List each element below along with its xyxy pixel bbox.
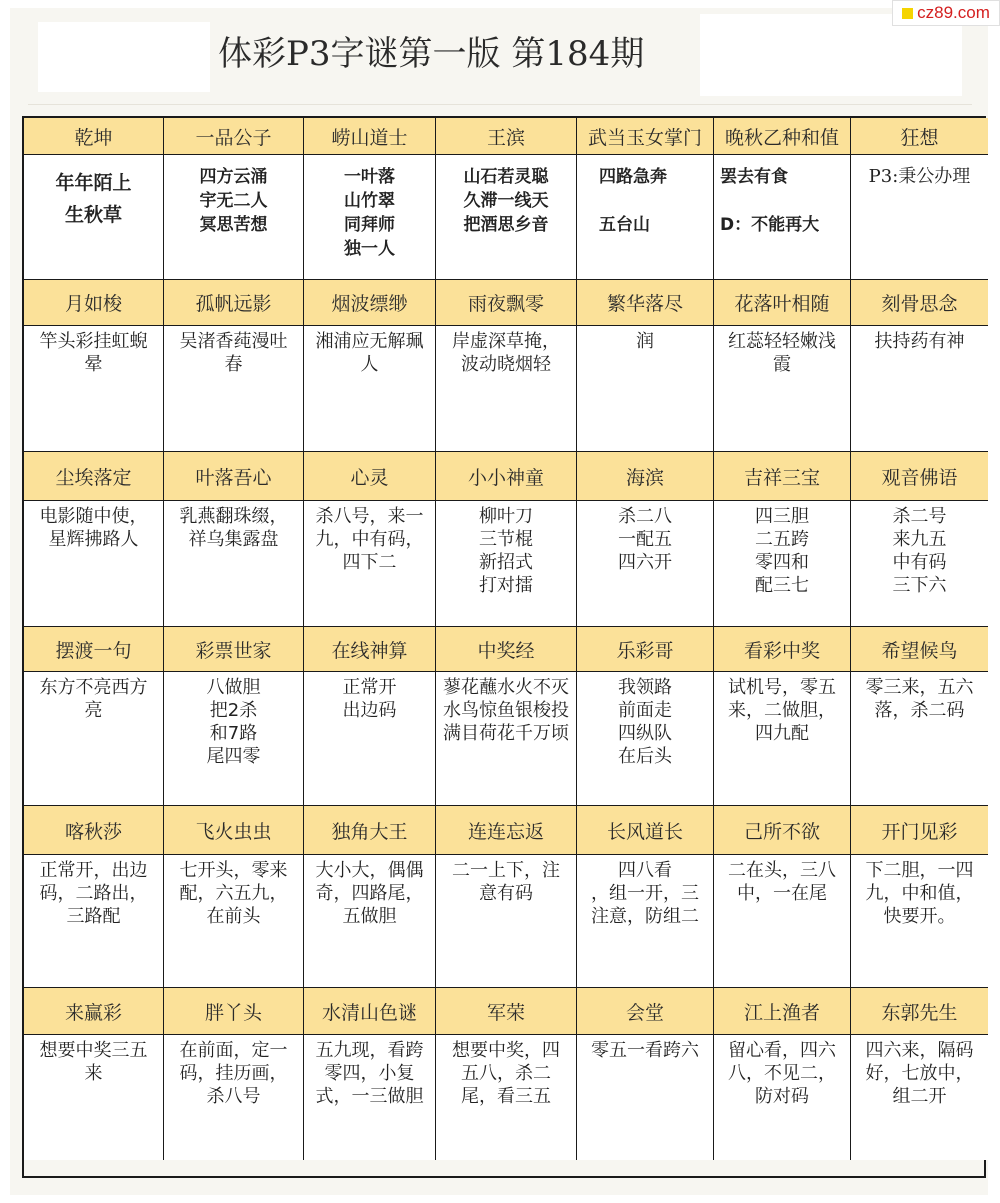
riddle-cell: 柳叶刀 三节棍 新招式 打对擂 <box>436 501 577 627</box>
column-header: 小小神童 <box>436 452 577 501</box>
riddle-cell: 润 <box>577 326 714 452</box>
riddle-cell: 下二胆，一四 九，中和值， 快要开。 <box>851 855 988 988</box>
riddle-cell: 正常开 出边码 <box>304 672 436 806</box>
riddle-cell: 我领路 前面走 四纵队 在后头 <box>577 672 714 806</box>
column-header: 尘埃落定 <box>24 452 164 501</box>
column-header: 彩票世家 <box>164 627 304 672</box>
column-header: 来赢彩 <box>24 988 164 1035</box>
column-header: 海滨 <box>577 452 714 501</box>
column-header: 叶落吾心 <box>164 452 304 501</box>
column-header: 心灵 <box>304 452 436 501</box>
riddle-cell: 吴渚香莼漫吐 春 <box>164 326 304 452</box>
page-title: 体彩P3字谜第一版 第184期 <box>218 34 645 74</box>
header-blank-left <box>38 22 210 92</box>
column-header: 希望候鸟 <box>851 627 988 672</box>
riddle-cell: 试机号，零五 来，二做胆， 四九配 <box>714 672 851 806</box>
column-header: 月如梭 <box>24 280 164 326</box>
column-header: 崂山道士 <box>304 118 436 155</box>
riddle-cell: 正常开，出边 码，二路出， 三路配 <box>24 855 164 988</box>
column-header: 看彩中奖 <box>714 627 851 672</box>
column-header: 己所不欲 <box>714 806 851 855</box>
column-header: 中奖经 <box>436 627 577 672</box>
column-header: 喀秋莎 <box>24 806 164 855</box>
title-divider <box>28 104 972 105</box>
column-header: 军荣 <box>436 988 577 1035</box>
riddle-cell: 五九现，看跨 零四，小复 式，一三做胆 <box>304 1035 436 1160</box>
column-header: 东郭先生 <box>851 988 988 1035</box>
riddle-cell: 岸虚深草掩， 波动晓烟轻 <box>436 326 577 452</box>
column-header: 在线神算 <box>304 627 436 672</box>
column-header: 孤帆远影 <box>164 280 304 326</box>
riddle-cell: 四三胆 二五跨 零四和 配三七 <box>714 501 851 627</box>
column-header: 独角大王 <box>304 806 436 855</box>
riddle-cell: 湘浦应无解珮 人 <box>304 326 436 452</box>
riddle-cell: 杀二八 一配五 四六开 <box>577 501 714 627</box>
riddle-cell: 零三来，五六 落，杀二码 <box>851 672 988 806</box>
riddle-cell: 杀八号，来一 九，中有码， 四下二 <box>304 501 436 627</box>
riddle-cell: 在前面，定一 码，挂历画， 杀八号 <box>164 1035 304 1160</box>
riddle-cell: 四方云涌 宇无二人 冥思苦想 <box>164 155 304 280</box>
column-header: 吉祥三宝 <box>714 452 851 501</box>
riddle-cell: 扶持药有神 <box>851 326 988 452</box>
riddle-cell: 蓼花蘸水火不灭 水鸟惊鱼银梭投 满目荷花千万顷 <box>436 672 577 806</box>
column-header: 花落叶相随 <box>714 280 851 326</box>
riddle-cell: 零五一看跨六 <box>577 1035 714 1160</box>
riddle-cell: P3:秉公办理 <box>851 155 988 280</box>
riddle-cell: 想要中奖三五 来 <box>24 1035 164 1160</box>
column-header: 水清山色谜 <box>304 988 436 1035</box>
column-header: 繁华落尽 <box>577 280 714 326</box>
riddle-cell: 八做胆 把2杀 和7路 尾四零 <box>164 672 304 806</box>
column-header: 乾坤 <box>24 118 164 155</box>
riddle-cell: 四六来，隔码 好，七放中， 组二开 <box>851 1035 988 1160</box>
riddle-cell: 七开头，零来 配，六五九， 在前头 <box>164 855 304 988</box>
riddle-cell: 山石若灵聪 久滞一线天 把酒思乡音 <box>436 155 577 280</box>
riddle-cell: 二一上下，注 意有码 <box>436 855 577 988</box>
column-header: 武当玉女掌门 <box>577 118 714 155</box>
riddle-cell: 电影随中使， 星辉拂路人 <box>24 501 164 627</box>
riddle-cell: 留心看，四六 八，不见二， 防对码 <box>714 1035 851 1160</box>
riddle-cell: 二在头，三八 中，一在尾 <box>714 855 851 988</box>
riddle-cell: 乳燕翻珠缀， 祥乌集露盘 <box>164 501 304 627</box>
column-header: 晚秋乙种和值 <box>714 118 851 155</box>
riddle-cell: 红蕊轻轻嫩浅 霞 <box>714 326 851 452</box>
column-header: 狂想 <box>851 118 988 155</box>
column-header: 江上渔者 <box>714 988 851 1035</box>
column-header: 一品公子 <box>164 118 304 155</box>
column-header: 飞火虫虫 <box>164 806 304 855</box>
riddle-cell: 四八看 ，组一开，三 注意，防组二 <box>577 855 714 988</box>
column-header: 会堂 <box>577 988 714 1035</box>
column-header: 王滨 <box>436 118 577 155</box>
riddle-cell: 想要中奖，四 五八，杀二 尾，看三五 <box>436 1035 577 1160</box>
column-header: 烟波缥缈 <box>304 280 436 326</box>
column-header: 胖丫头 <box>164 988 304 1035</box>
riddle-cell: 年年陌上 生秋草 <box>24 155 164 280</box>
column-header: 乐彩哥 <box>577 627 714 672</box>
column-header: 连连忘返 <box>436 806 577 855</box>
column-header: 观音佛语 <box>851 452 988 501</box>
column-header: 摆渡一句 <box>24 627 164 672</box>
riddle-cell: 大小大，偶偶 奇，四路尾， 五做胆 <box>304 855 436 988</box>
riddle-cell: 杀二号 来九五 中有码 三下六 <box>851 501 988 627</box>
riddle-cell: 罢去有食 D：不能再大 <box>714 155 851 280</box>
column-header: 雨夜飘零 <box>436 280 577 326</box>
watermark-square-icon <box>902 8 913 19</box>
riddle-cell: 东方不亮西方 亮 <box>24 672 164 806</box>
riddle-cell: 四路急奔 五台山 <box>577 155 714 280</box>
riddle-cell: 竿头彩挂虹蜺 晕 <box>24 326 164 452</box>
column-header: 长风道长 <box>577 806 714 855</box>
watermark-text: cz89.com <box>917 3 990 22</box>
column-header: 开门见彩 <box>851 806 988 855</box>
riddle-cell: 一叶落 山竹翠 同拜师 独一人 <box>304 155 436 280</box>
riddle-table <box>22 116 986 1178</box>
column-header: 刻骨思念 <box>851 280 988 326</box>
site-watermark[interactable] <box>892 0 1000 26</box>
